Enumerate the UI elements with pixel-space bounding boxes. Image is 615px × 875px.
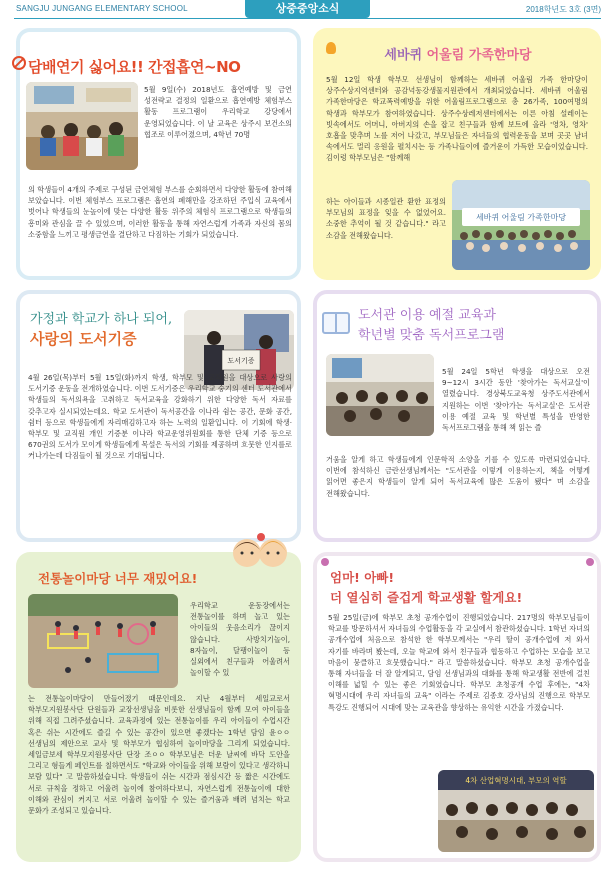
parent-lecture-photo (438, 770, 594, 852)
banner-text: 세바퀴 어울림 가족한마당 (475, 213, 567, 222)
article-title-line-2: 사랑의 도서기증 (30, 330, 137, 348)
banner-text: 4차 산업혁명시대, 부모의 역할 (465, 776, 567, 785)
article-body-continued: 하는 아이들과 시종일관 환한 표정의 부모님의 표정을 잊을 수 없었어요. 소중한 추억이 될 것 같습니다." 라고 소감을 전해왔습니다. (326, 197, 446, 240)
article-body-continued: 의 학생들이 4개의 주제로 구성된 금연체험 부스를 순회하면서 다양한 활동에 참여해 보았습니다. 이번 체험부스 프로그램은 흡연의 폐해만을 강조하던 주입식 교육에서 벗어나 학생들의 눈높이에 맞는 다양한 활동 위주의 체험식 프로그램으로 학생들의 흥미와 관심을 끌 수 있었으며, 이러한 활동을 통해 자연스럽게 가족과 자신의 몸의 소중함을 느끼고 평생금연을 결단하고 다짐하는 기회가 되었습니다. (28, 185, 292, 239)
article-photo (28, 594, 178, 688)
school-name: SANGJU JUNGANG ELEMENTARY SCHOOL (16, 4, 188, 13)
page-header (0, 0, 615, 20)
article-title: 담배연기 싫어요!! 간접흡연~NO (28, 58, 241, 76)
header-divider (14, 18, 601, 19)
article-body: 우리학교 운동장에서는 전통놀이를 하며 놀고 있는 아이들의 웃음소리가 끊이지 않습니다. 사방치기놀이, 8자놀이, 달팽이놀이 등 실외에서 친구들과 어울려서 놀이할 수 있 (190, 601, 290, 678)
article-body: 4월 26일(목)부터 5월 15일(화)까지 학생, 학부모 및 교직원을 대상으로 사랑의 도서기증 운동을 전개하였습니다. 이번 도서기증은 우리학교 숭기의 센터 도서관에서 학생들의 독서의욕을 고취하고 독서교육을 강화하기 위한 다양한 독서 자료를 갖추고자 실시되었는데요. 학교 도서관이 독서공간을 이나라 쉼는 공간, 문화 공간, 쉼터 등으로 학생들에게 자리매김하고자 하는 노력의 일환입니다. 이 기회에 학생·학부모 및 교직원 개인 기증분 이나라 학교운영위원회를 통한 단체 기증 등으로 670권의 도서가 모이게 학생들에게 목설은 독서의 기회를 제공하며 흐뭇한 인지를로 커나가는데 다짐들이 될 것으로 기대됩니다. (28, 373, 292, 461)
issue-label: 2018학년도 3호 (3면) (525, 5, 601, 14)
article-body: 5월 9일(수) 2018년도 흡연예방 및 금연 성전략교 결정의 일환으로 흡연예방 체험부스 활동 프로그램이 우리학교 강당에서 운영되었습니다. 이 날 교육은 상주시 보건소의 협조로 이루어졌으며, 4학년 70명 (144, 85, 292, 139)
article-title-line-1: 도서관 이용 예절 교육과 (358, 308, 496, 323)
pushpin-icon (586, 558, 594, 566)
book-icon (322, 312, 350, 334)
sign-text: 도서기증 (227, 357, 255, 365)
article-title (338, 44, 578, 63)
title-part-a: 세바퀴 (384, 48, 423, 63)
classroom-photo (26, 82, 138, 170)
title-part-b: 어울림 가족한마당 (426, 48, 532, 63)
article-photo (438, 770, 594, 852)
section-title: 상중중앙소식 (245, 0, 370, 18)
no-smoking-icon (12, 56, 26, 70)
article-body-continued: 는 전통놀이마당이 만들어졌기 때문인데요. 지난 4월부터 세일교로서 학부모지원봉사단 단원들과 교장선생님을 비롯한 선생님들이 함께 모여 아이들을 위해 직접 그려주셨습니다. 교육과정에 있는 전통놀이를 우리 아이들이 수업시간 혹은 쉬는 시간에도 즐길 수 있는 공간이 있으면 좋겠다는 1학년 담임 윤ㅇㅇ 선생님의 제안으로 교사 및 학부모가 협심하여 놀이마당을 그리게 되었습니다. 세일금보세 학부모지원봉사단 단장 조ㅇㅇ 학부모님은 더운 날씨에 바닥 도안을 그리고 형들게 페인트를 칠하면서도 "학교와 아이들을 위해 보람이 있다고 생각하니 보람 있다" 고 말씀하셨습니다. 학생들이 쉬는 시간과 점심시간 등 짧은 시간에도 서로 규칙을 정하고 어울려 놀이에 참여하다보니, 자연스럽게 전통놀이에 대한 이해와 관심이 커지고 서로 어울려 놀이할 수 있는 즐거움과 배려 넘치는 학교 문화가 조성되고 있습니다. (28, 694, 290, 816)
children-illustration-icon (230, 531, 290, 573)
article-title-line-2: 학년별 맞춤 독서프로그램 (358, 328, 505, 343)
library-class-photo (326, 354, 434, 436)
group-photo (452, 180, 590, 270)
article-photo (452, 180, 590, 270)
playground-photo (28, 594, 178, 688)
article-title-line-1: 가정과 학교가 하나 되어, (30, 312, 173, 327)
article-photo (26, 82, 138, 170)
lightbulb-icon (326, 42, 336, 54)
article-body-continued: 거움을 알게 하고 학생들에게 인문학적 소양을 기를 수 있도록 마련되었습니다. 이번에 참석하신 금란선생님께서는 "도서관을 이렇게 이용하는지, 책을 어떻게 읽어면 좋은지 학생들이 알게 되어 독서교육에 많은 도움이 됐다" 며 소감을 전해왔습니다. (326, 455, 590, 498)
article-body: 5월 25일(금)에 학부모 초청 공개수업이 진행되었습니다. 217명의 학부모님들이 학교를 방문하셔서 자녀들의 수업활동을 각 교실에서 참관하셨습니다. 1학년 자녀의 공개수업에 처음으로 참석한 한 학부모께서는 "우리 딸이 공개수업에 저 와서 자기를 바라며 봤는데, 오늘 학교에 와서 친구들과 협동하고 수업하는 모습을 보고 마음이 뭉클하고 흐뭇했습니다." 라고 말씀하셨습니다. 학부모 초청 공개수업을 통해 자녀들을 더 잘 알게되고, 담임 선생님과의 대화를 통해 학교생활 전반에 걸친 이해를 넓힐 수 있는 좋은 기회였습니다. 학부모 초청공개 수업 후에는, "4차 혁명시대에 우리 자녀들의 교육" 이라는 주제로 김종호 강사님의 진행으로 학부모 특강도 진행되어 시대에 맞는 교육관을 향상하는 유익한 시간을 가졌습니다. (328, 613, 590, 712)
article-title: 전통놀이마당 너무 재밌어요! (38, 571, 198, 586)
pushpin-icon (321, 558, 329, 566)
article-title-line-1: 엄마! 아빠! (330, 570, 395, 585)
article-body: 5월 24일 5학년 학생을 대상으로 오전 9~12시 3시간 동안 '찾아가는 독서교실'이 열렸습니다. 경상북도교육청 상주도서관에서 지원하는 이번 '찾아가는 독서교실'은 도서관 이용 예절 교육 및 학년별 특성을 반영한 독서프로그램을 통해 책 읽는 즐 (442, 367, 590, 433)
article-body: 5월 12일 학생 학부모 선생님이 함께하는 세바퀴 어울림 가족 한마당이 상주수상지역센터와 공감넉동강생물지원관에서 개최되었습니다. 세바퀴 어울림 가족한마당은 학교폭력예방을 위한 어울림프로그램으로 총 26가족, 100여명의 학생과 학부모가 참여하였습니다. 상주수상레저센터에서는 이른 아침 설레이는 빗속에서도 어머니, 아버지의 손을 잡고 친구들과 함께 보트에 올라 '영차, 영차' 호흡을 맞추며 노를 저어 나갔고, 부모님들은 자녀들의 협력운동을 보며 곳곳 남녀 속에서도 멀리 응원을 펼치시는 등 가족나들이에 즐거운이 가득한 모습이었습니다. 김이렁 학부모님은 "함께해 (326, 75, 588, 163)
article-title-line-2: 더 열심히 즐겁게 학교생활 할게요! (330, 590, 523, 605)
article-photo (326, 354, 434, 436)
